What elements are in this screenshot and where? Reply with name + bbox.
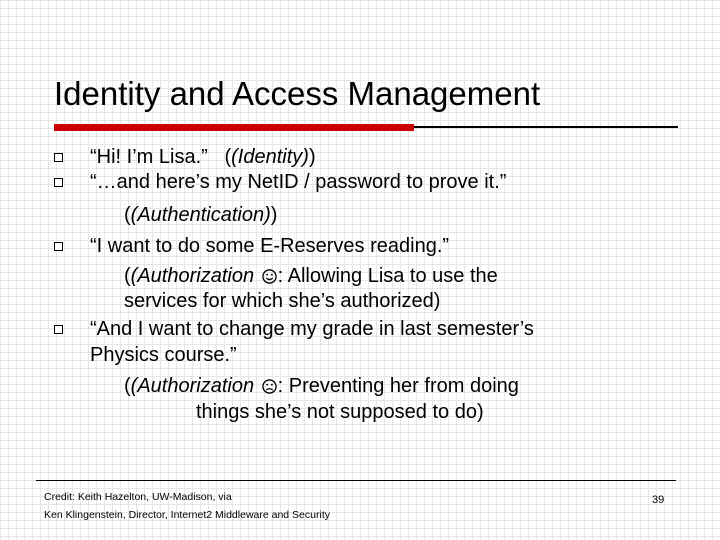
bullet-line: ((Authorization : Allowing Lisa to use the — [124, 265, 498, 287]
bullet-marker — [54, 325, 63, 334]
slide-title: Identity and Access Management — [54, 75, 541, 112]
bullet-label: (Authentication) — [130, 204, 271, 226]
title-accent-bar — [54, 124, 414, 131]
bullet-marker — [54, 178, 63, 187]
bullet-label: (Authorization — [130, 265, 255, 287]
bullet-text: : Allowing Lisa to use the — [277, 265, 498, 287]
bullet-line: “Hi! I’m Lisa.” ((Identity)) — [90, 146, 316, 168]
bullet-label: (Authorization — [130, 375, 255, 397]
bullet-line: “…and here’s my NetID / password to prove it.” — [90, 171, 507, 193]
footer-credit-line: Ken Klingenstein, Director, Internet2 Middleware and Security — [44, 509, 330, 521]
bullet-line: “And I want to change my grade in last semester’s — [90, 318, 534, 340]
bullet-label: (Identity) — [231, 146, 309, 168]
bullet-quote: “Hi! I’m Lisa.” — [90, 146, 208, 168]
happy-face-icon — [262, 269, 277, 284]
bullet-line: services for which she’s authorized) — [124, 290, 441, 312]
bullet-line: ((Authentication)) — [124, 204, 278, 226]
bullet-line: ((Authorization : Preventing her from doing — [124, 375, 519, 397]
bullet-line: Physics course.” — [90, 344, 237, 366]
page-number: 39 — [652, 494, 665, 506]
bullet-text: : Preventing her from doing — [277, 375, 519, 397]
bullet-line: things she’s not supposed to do) — [196, 401, 484, 423]
bullet-line: “I want to do some E-Reserves reading.” — [90, 235, 450, 257]
sad-face-icon — [262, 379, 277, 394]
bullet-marker — [54, 153, 63, 162]
footer-credit-line: Credit: Keith Hazelton, UW-Madison, via — [44, 491, 232, 503]
bullet-marker — [54, 242, 63, 251]
footer-rule — [36, 480, 676, 481]
